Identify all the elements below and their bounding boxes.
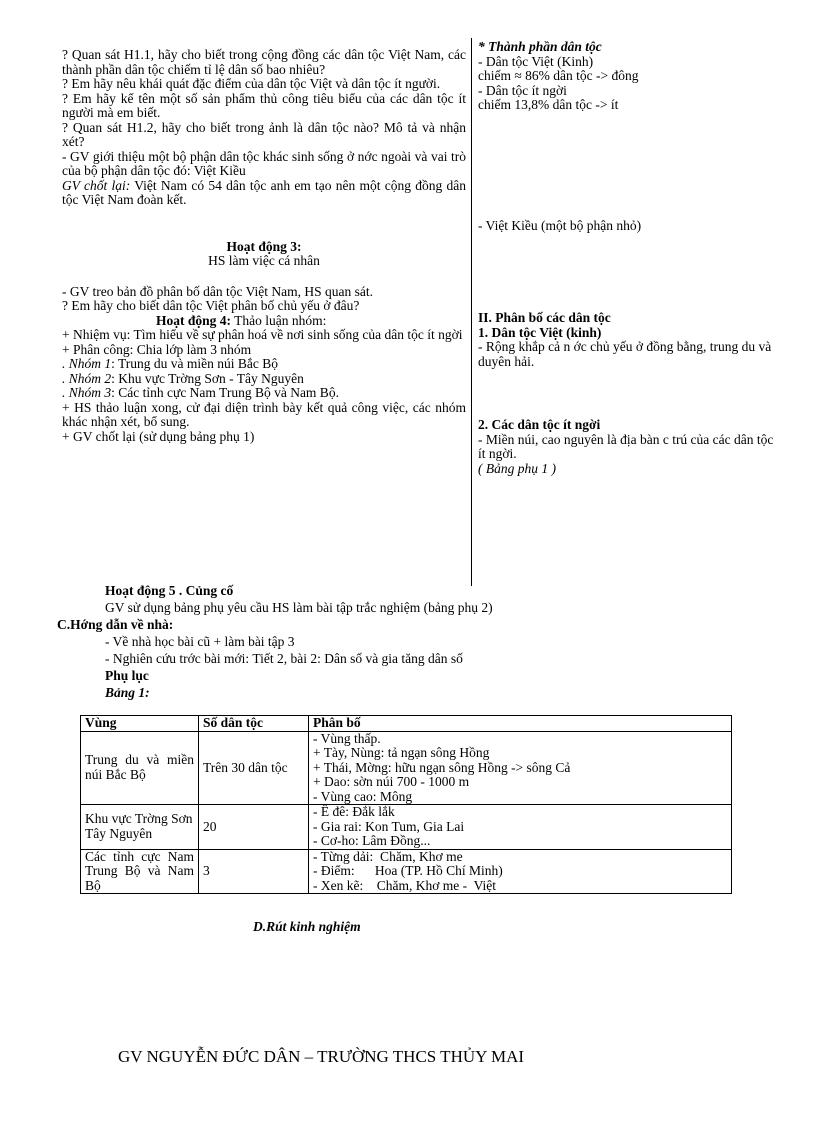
- distribution-table: [80, 715, 732, 894]
- map-instruction: - GV treo bản đồ phân bố dân tộc Việt Nam, HS quan sát.: [62, 283, 374, 299]
- teacher-summary: GV chốt lại: Việt Nam có 54 dân tộc anh em tạo nên một cộng đồng dân tộc Việt Nam đoàn kết.: [62, 177, 466, 207]
- table-1-heading: Bảng 1:: [105, 685, 150, 700]
- group-3: . Nhóm 3: Các tỉnh cực Nam Trung Bộ và Nam Bộ.: [62, 385, 339, 400]
- count-cell: 3: [199, 849, 309, 894]
- table-reference: ( Bảng phụ 1 ): [478, 460, 556, 476]
- header-distribution: Phân bố: [309, 716, 732, 732]
- activity-4-title: Hoạt động 4:: [156, 312, 232, 328]
- homework-2: - Nghiên cứu trớc bài mới: Tiết 2, bài 2: Dân số và gia tăng dân số: [105, 651, 463, 666]
- header-count: Số dân tộc: [199, 716, 309, 732]
- distribution-cell: - Ê đê: Đắk lắk - Gia rai: Kon Tum, Gia Lai - Cơ-ho: Lâm Đồng...: [309, 805, 732, 850]
- kinh-distribution: - Rộng khắp cả n ớc chủ yếu ở đồng bằng, trung du và duyên hải.: [478, 339, 772, 369]
- activity-3-subtitle: HS làm việc cá nhân: [208, 253, 320, 268]
- activity-4: Hoạt động 4: Thảo luận nhóm:: [156, 312, 327, 328]
- column-divider: [471, 38, 472, 586]
- footer-author: GV NGUYỄN ĐỨC DÂN – TRƯỜNG THCS THỦY MAI: [118, 1047, 525, 1066]
- ethnic-composition-heading: * Thành phần dân tộc: [478, 39, 602, 54]
- minority-distribution: - Miền núi, cao nguyên là địa bàn c trú của các dân tộc ít ngời.: [478, 431, 774, 461]
- group-1: . Nhóm 1: Trung du và miền núi Bắc Bộ: [62, 356, 279, 371]
- minority-line: - Dân tộc ít ngời: [478, 82, 567, 98]
- question-5: ? Em hãy cho biết dân tộc Việt phân bố chủ yếu ở đâu?: [62, 298, 360, 313]
- teacher-summary-label: GV chốt lại:: [62, 177, 131, 193]
- section-distribution: II. Phân bố các dân tộc: [478, 310, 611, 325]
- kinh-line: - Dân tộc Việt (Kinh): [478, 53, 594, 69]
- activity-5-title: Hoạt động 5 . Củng cố: [105, 583, 234, 598]
- homework-heading: C.Hớng dẫn về nhà:: [57, 617, 174, 632]
- left-column: [62, 48, 466, 444]
- kinh-percent: chiếm ≈ 86% dân tộc -> đông: [478, 68, 639, 83]
- teacher-intro: - GV giới thiệu một bộ phận dân tộc khác sinh sống ở nớc ngoài và vai trò của bộ phận dân tộc đó: Việt Kiều: [62, 148, 466, 178]
- table-header-row: [81, 716, 732, 732]
- table-row: [81, 731, 732, 805]
- region-cell: Trung du và miền núi Bắc Bộ: [81, 731, 199, 805]
- region-cell: Các tỉnh cực Nam Trung Bộ và Nam Bộ: [81, 849, 199, 894]
- question-2: ? Em hãy nêu khái quát đặc điểm của dân tộc Việt và dân tộc ít người.: [62, 76, 441, 91]
- teacher-conclusion: + GV chốt lại (sử dụng bảng phụ 1): [62, 428, 255, 444]
- section-kinh: 1. Dân tộc Việt (kinh): [478, 324, 602, 340]
- discussion-result: + HS thảo luận xong, cử đại diện trình bày kết quả công việc, các nhóm khác nhận xét, bổ sung.: [62, 399, 466, 429]
- question-4: ? Quan sát H1.2, hãy cho biết trong ảnh là dân tộc nào? Mô tả và nhận xét?: [62, 119, 466, 149]
- table-row: [81, 805, 732, 850]
- question-1: ? Quan sát H1.1, hãy cho biết trong cộng đồng các dân tộc Việt Nam, các thành phần dân tộc chiếm tỉ lệ dân số bao nhiêu?: [62, 47, 466, 77]
- assignment: + Phân công: Chia lớp làm 3 nhóm: [62, 341, 252, 357]
- group-2: . Nhóm 2: Khu vực Trờng Sơn - Tây Nguyên: [62, 370, 304, 386]
- distribution-cell: - Vùng thấp. + Tày, Nùng: tả ngạn sông Hồng + Thái, Mờng: hữu ngạn sông Hồng -> sông Cả + Dao: sờn núi 700 - 1000 m - Vùng cao: Mông: [309, 731, 732, 805]
- experience-heading: D.Rút kinh nghiệm: [253, 919, 361, 934]
- activity-5-text: GV sử dụng bảng phụ yêu cầu HS làm bài tập trắc nghiệm (bảng phụ 2): [105, 600, 493, 615]
- header-region: Vùng: [81, 716, 199, 732]
- question-3: ? Em hãy kể tên một số sản phẩm thủ công tiêu biểu của các dân tộc ít người mà em biết.: [62, 90, 466, 120]
- section-minorities: 2. Các dân tộc ít ngời: [478, 417, 601, 432]
- task: + Nhiệm vụ: Tìm hiểu về sự phân hoá về nơi sinh sống của dân tộc ít ngời: [62, 327, 463, 342]
- appendix-heading: Phụ lục: [105, 668, 149, 683]
- activity-3-title: Hoạt động 3:: [226, 238, 302, 254]
- right-column: [478, 40, 783, 476]
- region-cell: Khu vực Trờng Sơn Tây Nguyên: [81, 805, 199, 850]
- table-row: [81, 849, 732, 894]
- count-cell: Trên 30 dân tộc: [199, 731, 309, 805]
- minority-percent: chiếm 13,8% dân tộc -> ít: [478, 97, 619, 112]
- overseas-vietnamese: - Việt Kiều (một bộ phận nhỏ): [478, 217, 642, 233]
- homework-1: - Về nhà học bài cũ + làm bài tập 3: [105, 634, 295, 649]
- count-cell: 20: [199, 805, 309, 850]
- distribution-cell: - Từng dải: Chăm, Khơ me - Điểm: Hoa (TP. Hồ Chí Minh) - Xen kẽ: Chăm, Khơ me - Việt: [309, 849, 732, 894]
